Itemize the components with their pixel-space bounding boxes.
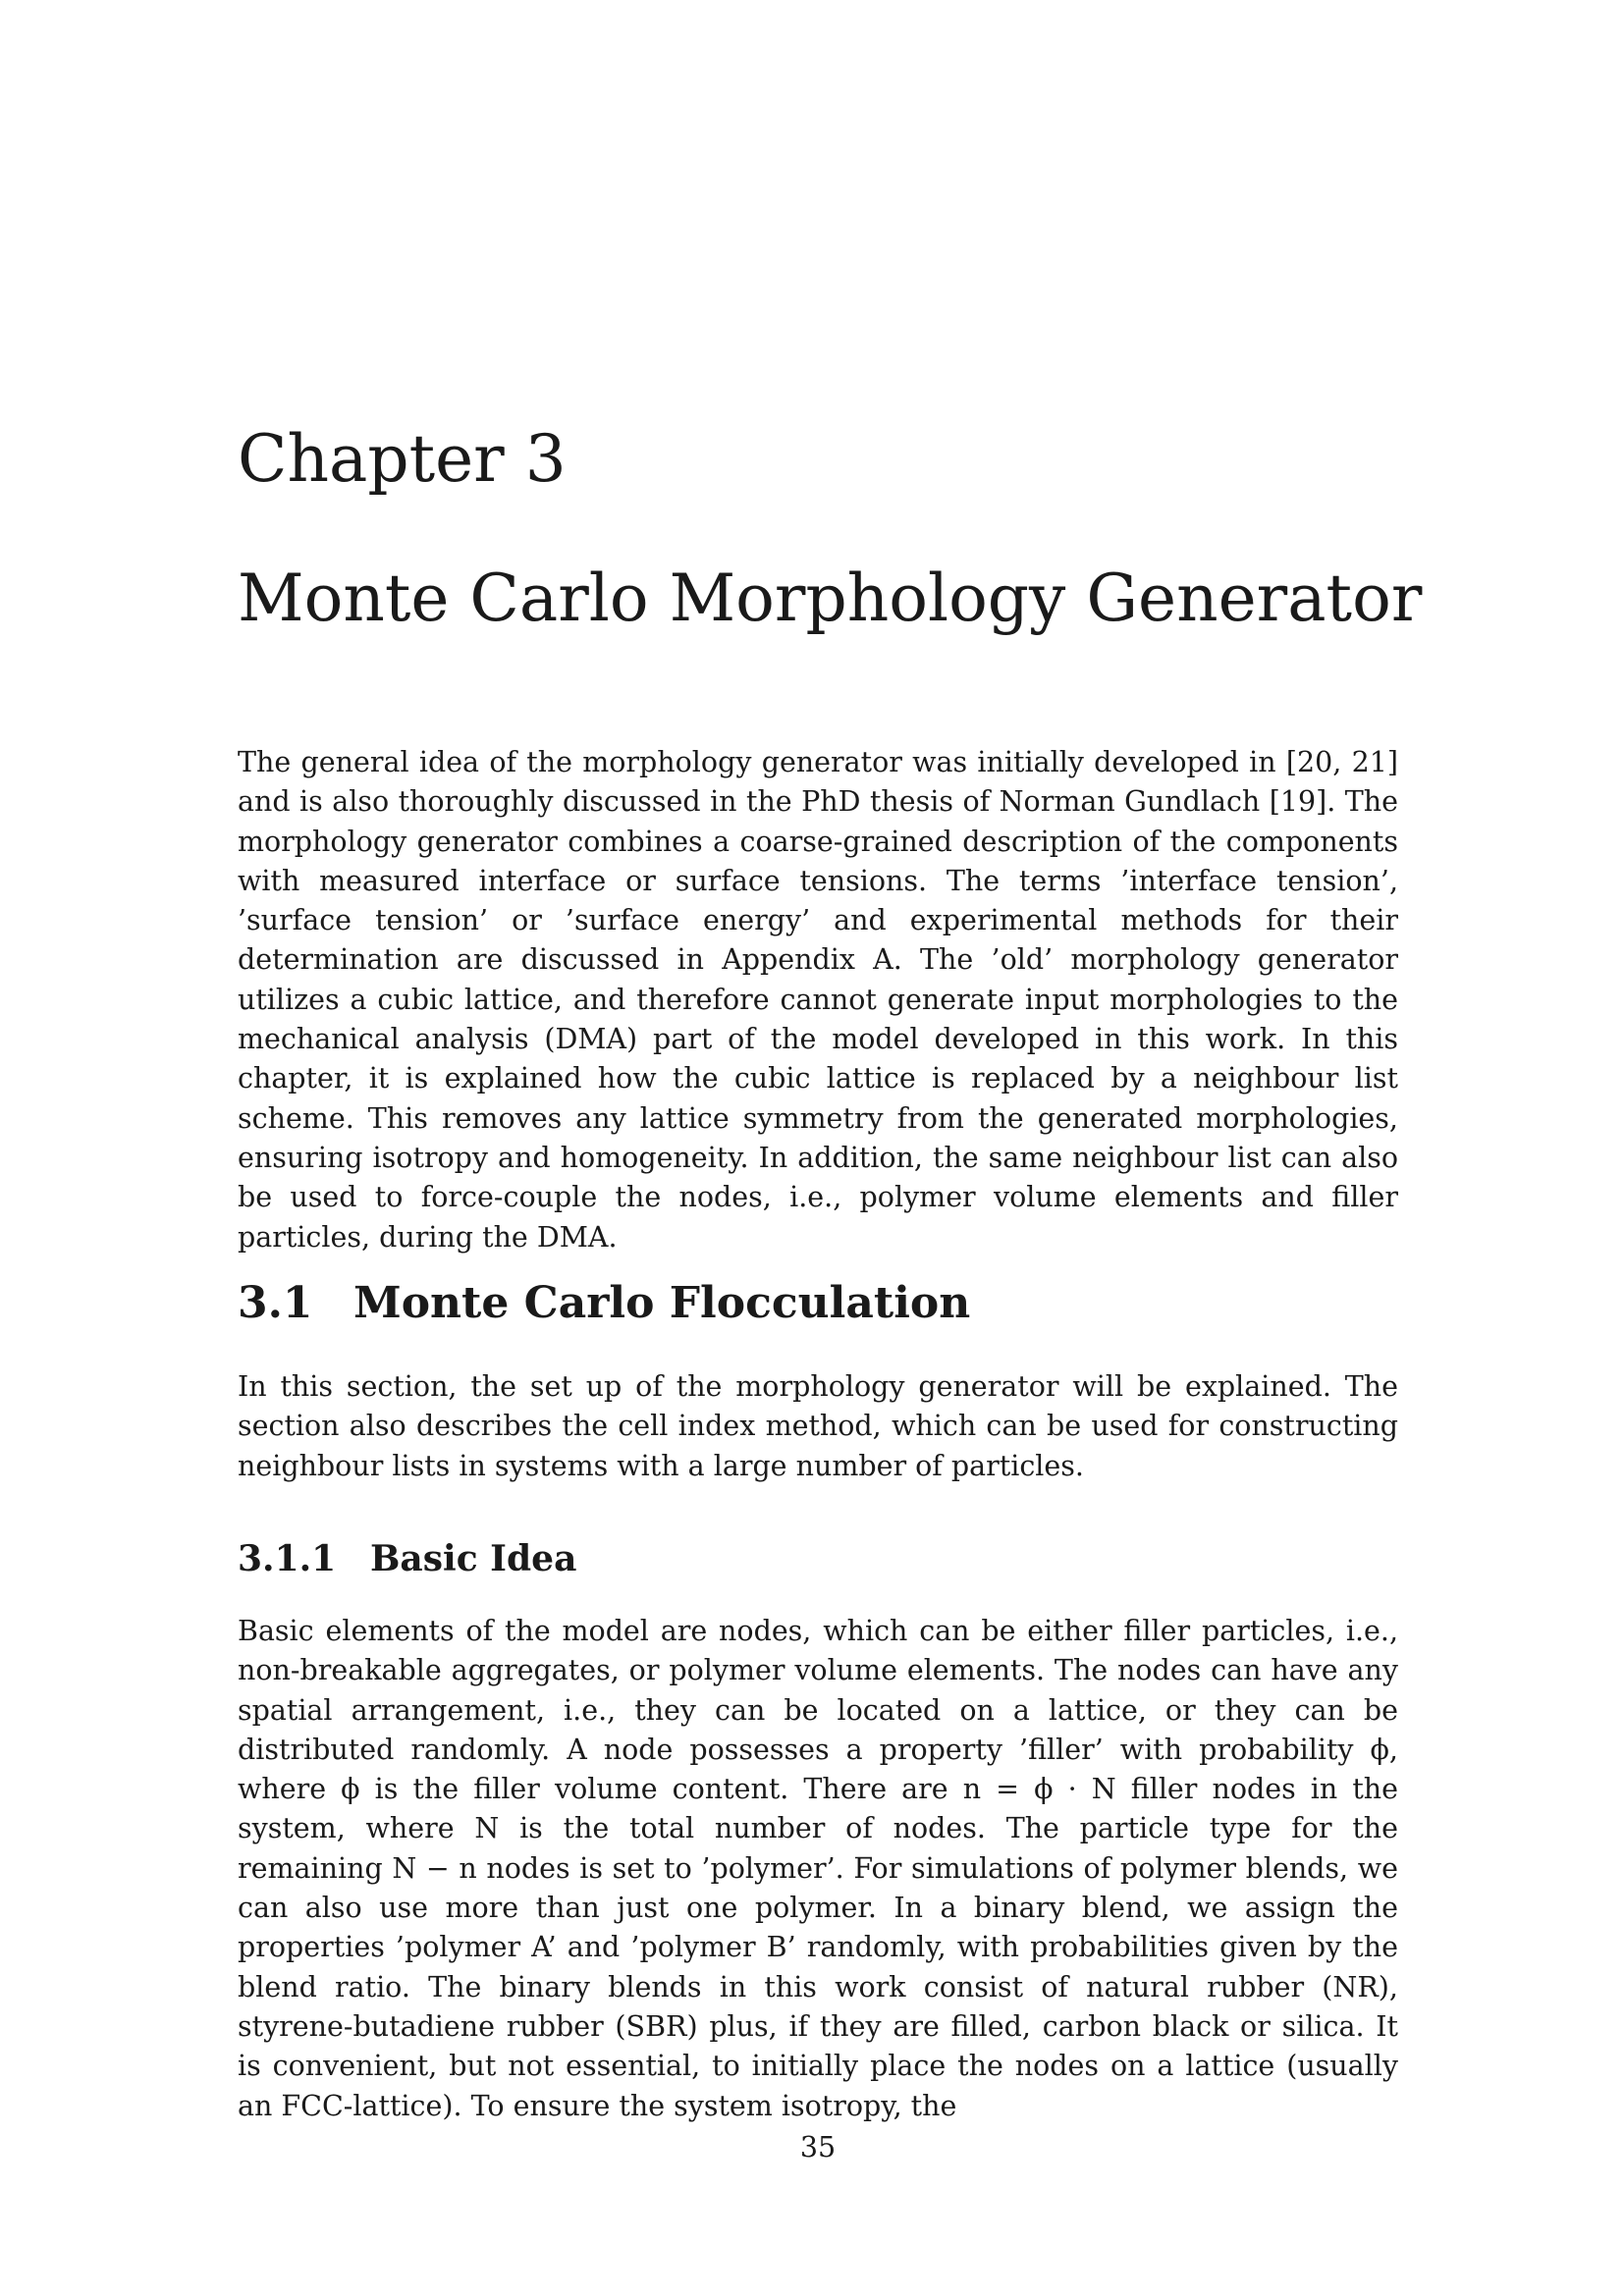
chapter-label: Chapter 3: [238, 421, 567, 497]
section-heading: [238, 1278, 971, 1328]
intro-paragraph: The general idea of the morphology generator was initially developed in [20, 21] and is also thoroughly discussed in the PhD thesis of Norman Gundlach [19]. The morphology generator combines a coarse-grained description of the components with measured interface or surface tensions. The terms ’interface tension’, ’surface tension’ or ’surface energy’ and experimental methods for their determination are discussed in Appendix A. The ’old’ morphology generator utilizes a cubic lattice, and therefore cannot generate input morphologies to the mechanical analysis (DMA) part of the model developed in this work. In this chapter, it is explained how the cubic lattice is replaced by a neighbour list scheme. This removes any lattice symmetry from the generated morphologies, ensuring isotropy and homogeneity. In addition, the same neighbour list can also be used to force-couple the nodes, i.e., polymer volume elements and filler particles, during the DMA.: [238, 746, 1398, 1254]
section-title: Monte Carlo Flocculation: [353, 1278, 971, 1328]
subsection-number: 3.1.1: [238, 1538, 337, 1579]
subsection-paragraph: Basic elements of the model are nodes, which can be either filler particles, i.e., non-breakable aggregates, or polymer volume elements. The nodes can have any spatial arrangement, i.e., they can be located on a lattice, or they can be distributed randomly. A node possesses a property ’filler’ with probability ϕ, where ϕ is the filler volume content. There are n = ϕ · N filler nodes in the system, where N is the total number of nodes. The particle type for the remaining N − n nodes is set to ’polymer’. For simulations of polymer blends, we can also use more than just one polymer. In a binary blend, we assign the properties ’polymer A’ and ’polymer B’ randomly, with probabilities given by the blend ratio. The binary blends in this work consist of natural rubber (NR), styrene-butadiene rubber (SBR) plus, if they are filled, carbon black or silica. It is convenient, but not essential, to initially place the nodes on a lattice (usually an FCC-lattice). To ensure the system isotropy, the: [238, 1615, 1398, 2122]
chapter-title: Monte Carlo Morphology Generator: [238, 561, 1423, 636]
section-paragraph: In this section, the set up of the morphology generator will be explained. The section also describes the cell index method, which can be used for constructing neighbour lists in systems with a large number of particles.: [238, 1370, 1398, 1482]
subsection-title: Basic Idea: [370, 1538, 577, 1579]
page-number: 35: [799, 2131, 837, 2163]
section-number: 3.1: [238, 1278, 313, 1328]
subsection-heading: [238, 1538, 577, 1579]
